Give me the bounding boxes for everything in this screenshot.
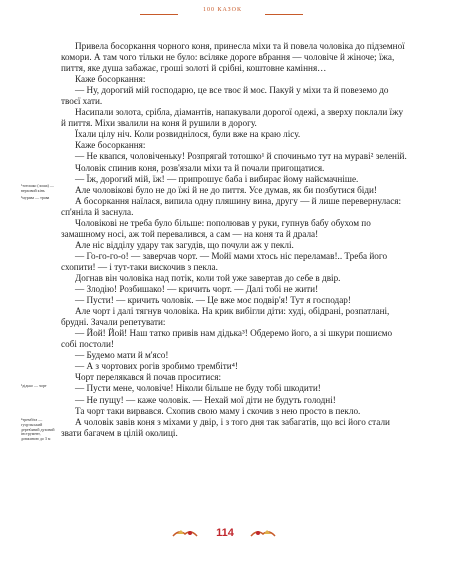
- paragraph: — Ну, дорогий мій господарю, це все твоє й моє. Пакуй у міхи та й повеземо до твоєї хати.: [61, 85, 389, 107]
- paragraph: Але ніс відділу удару так загудів, що почули аж у пеклі.: [75, 239, 294, 250]
- paragraph: — Будемо мати й м'ясо!: [75, 350, 169, 361]
- margin-note-3: ³дідько — чорт: [21, 383, 47, 388]
- story-text: [61, 41, 407, 439]
- margin-note-2: ²мурава — трава: [21, 195, 50, 200]
- paragraph: А босоркання наїлася, випила одну пляшину вина, другу — й лише перевернулася: сп'яніла й заснула.: [61, 195, 402, 217]
- paragraph: Каже босоркання:: [75, 140, 146, 151]
- paragraph: Насипали золота, срібла, діамантів, напакували дорогої одежі, а зверху поклали їжу й пиття. Міхи звалили на коня й рушили в дорогу.: [61, 107, 404, 129]
- running-header: [0, 4, 449, 24]
- right-ornament-icon: [250, 527, 276, 541]
- paragraph: — Го-го-го-о! — заверчав чорт. — Мойї мами хтось ніс переламав!.. Треба його схопити! — і тут-таки вискочив з пекла.: [61, 250, 388, 272]
- paragraph: Чоловік спинив коня, розв'язали міхи та й почали пригощатися.: [75, 162, 325, 173]
- running-title: 100 КАЗОК: [202, 7, 243, 13]
- paragraph: — А з чортових рогів зробимо трембіти⁴!: [75, 361, 238, 372]
- paragraph: Чорт перелякався й почав проситися:: [75, 372, 222, 383]
- page-footer: [0, 525, 449, 545]
- paragraph: — Не пущу! — каже чоловік. — Нехай мої діти не будуть голодні!: [75, 394, 336, 405]
- paragraph: Чоловікові не треба було більше: пополював у руки, гупнув бабу обухом по замашному носі, аж той перевалився, а сам — на коня та й драла!: [61, 217, 371, 239]
- paragraph: — Їж, дорогий мій, їж! — припрошує баба і вибирає йому найсмачніше.: [75, 173, 359, 184]
- header-rule-right: [265, 14, 303, 15]
- paragraph: Каже босоркання:: [75, 74, 146, 85]
- paragraph: — Йой! Йой! Наш татко привів нам дідька³! Обдеремо його, а зі шкури пошиємо собі постоли!: [61, 328, 393, 350]
- paragraph: Привела босоркання чорного коня, принесла міхи та й повела чоловіка до підземної комори. А там чого тільки не було: всіляке дороге вбрання — чоловіче й жіноче; їжа, пиття, яке душа забажає, гроші золоті й срібні, коштовне каміння…: [61, 41, 405, 74]
- page-number: 114: [216, 527, 234, 539]
- paragraph: Та чорт таки вирвався. Схопив свою маму і скочив з нею просто в пекло.: [75, 405, 361, 416]
- margin-note-1: ¹тотошко (лоша) — верховий кінь: [21, 183, 54, 193]
- left-ornament-icon: [172, 527, 198, 541]
- paragraph: — Не квапся, чоловіченьку! Розпрягай тотошко¹ й спочиньмо тут на мураві² зеленій.: [75, 151, 407, 162]
- paragraph: — Пусти мене, чоловіче! Ніколи більше не буду тобі шкодити!: [75, 383, 321, 394]
- paragraph: — Злодію! Розбишако! — кричить чорт. — Далі тобі не жити!: [75, 284, 319, 295]
- paragraph: Їхали цілу ніч. Коли розвиднілося, були вже на краю лісу.: [75, 129, 301, 140]
- paragraph: Догнав він чоловіка над потік, коли той уже завертав до себе в двір.: [75, 272, 341, 283]
- margin-note-4: ⁴трембіта — гуцульський дерев'яний духовий інструмент, довжиною до 3 м: [21, 417, 55, 442]
- paragraph: — Пусти! — кричить чоловік. — Це вже моє подвір'я! Тут я господар!: [75, 295, 351, 306]
- header-rule-left: [140, 14, 178, 15]
- paragraph: Але чоловікові було не до їжі й не до пиття. Усе думав, як би позбутися біди!: [75, 184, 377, 195]
- paragraph: Але чорт і далі тягнув чоловіка. На крик вибігли діти: худі, обідрані, розпатлані, брудні. Зачали репетувати:: [61, 306, 390, 328]
- paragraph: А чоловік завів коня з міхами у двір, і з того дня так забагатів, що всі його стали звати багачем в цілій околиці.: [61, 416, 390, 438]
